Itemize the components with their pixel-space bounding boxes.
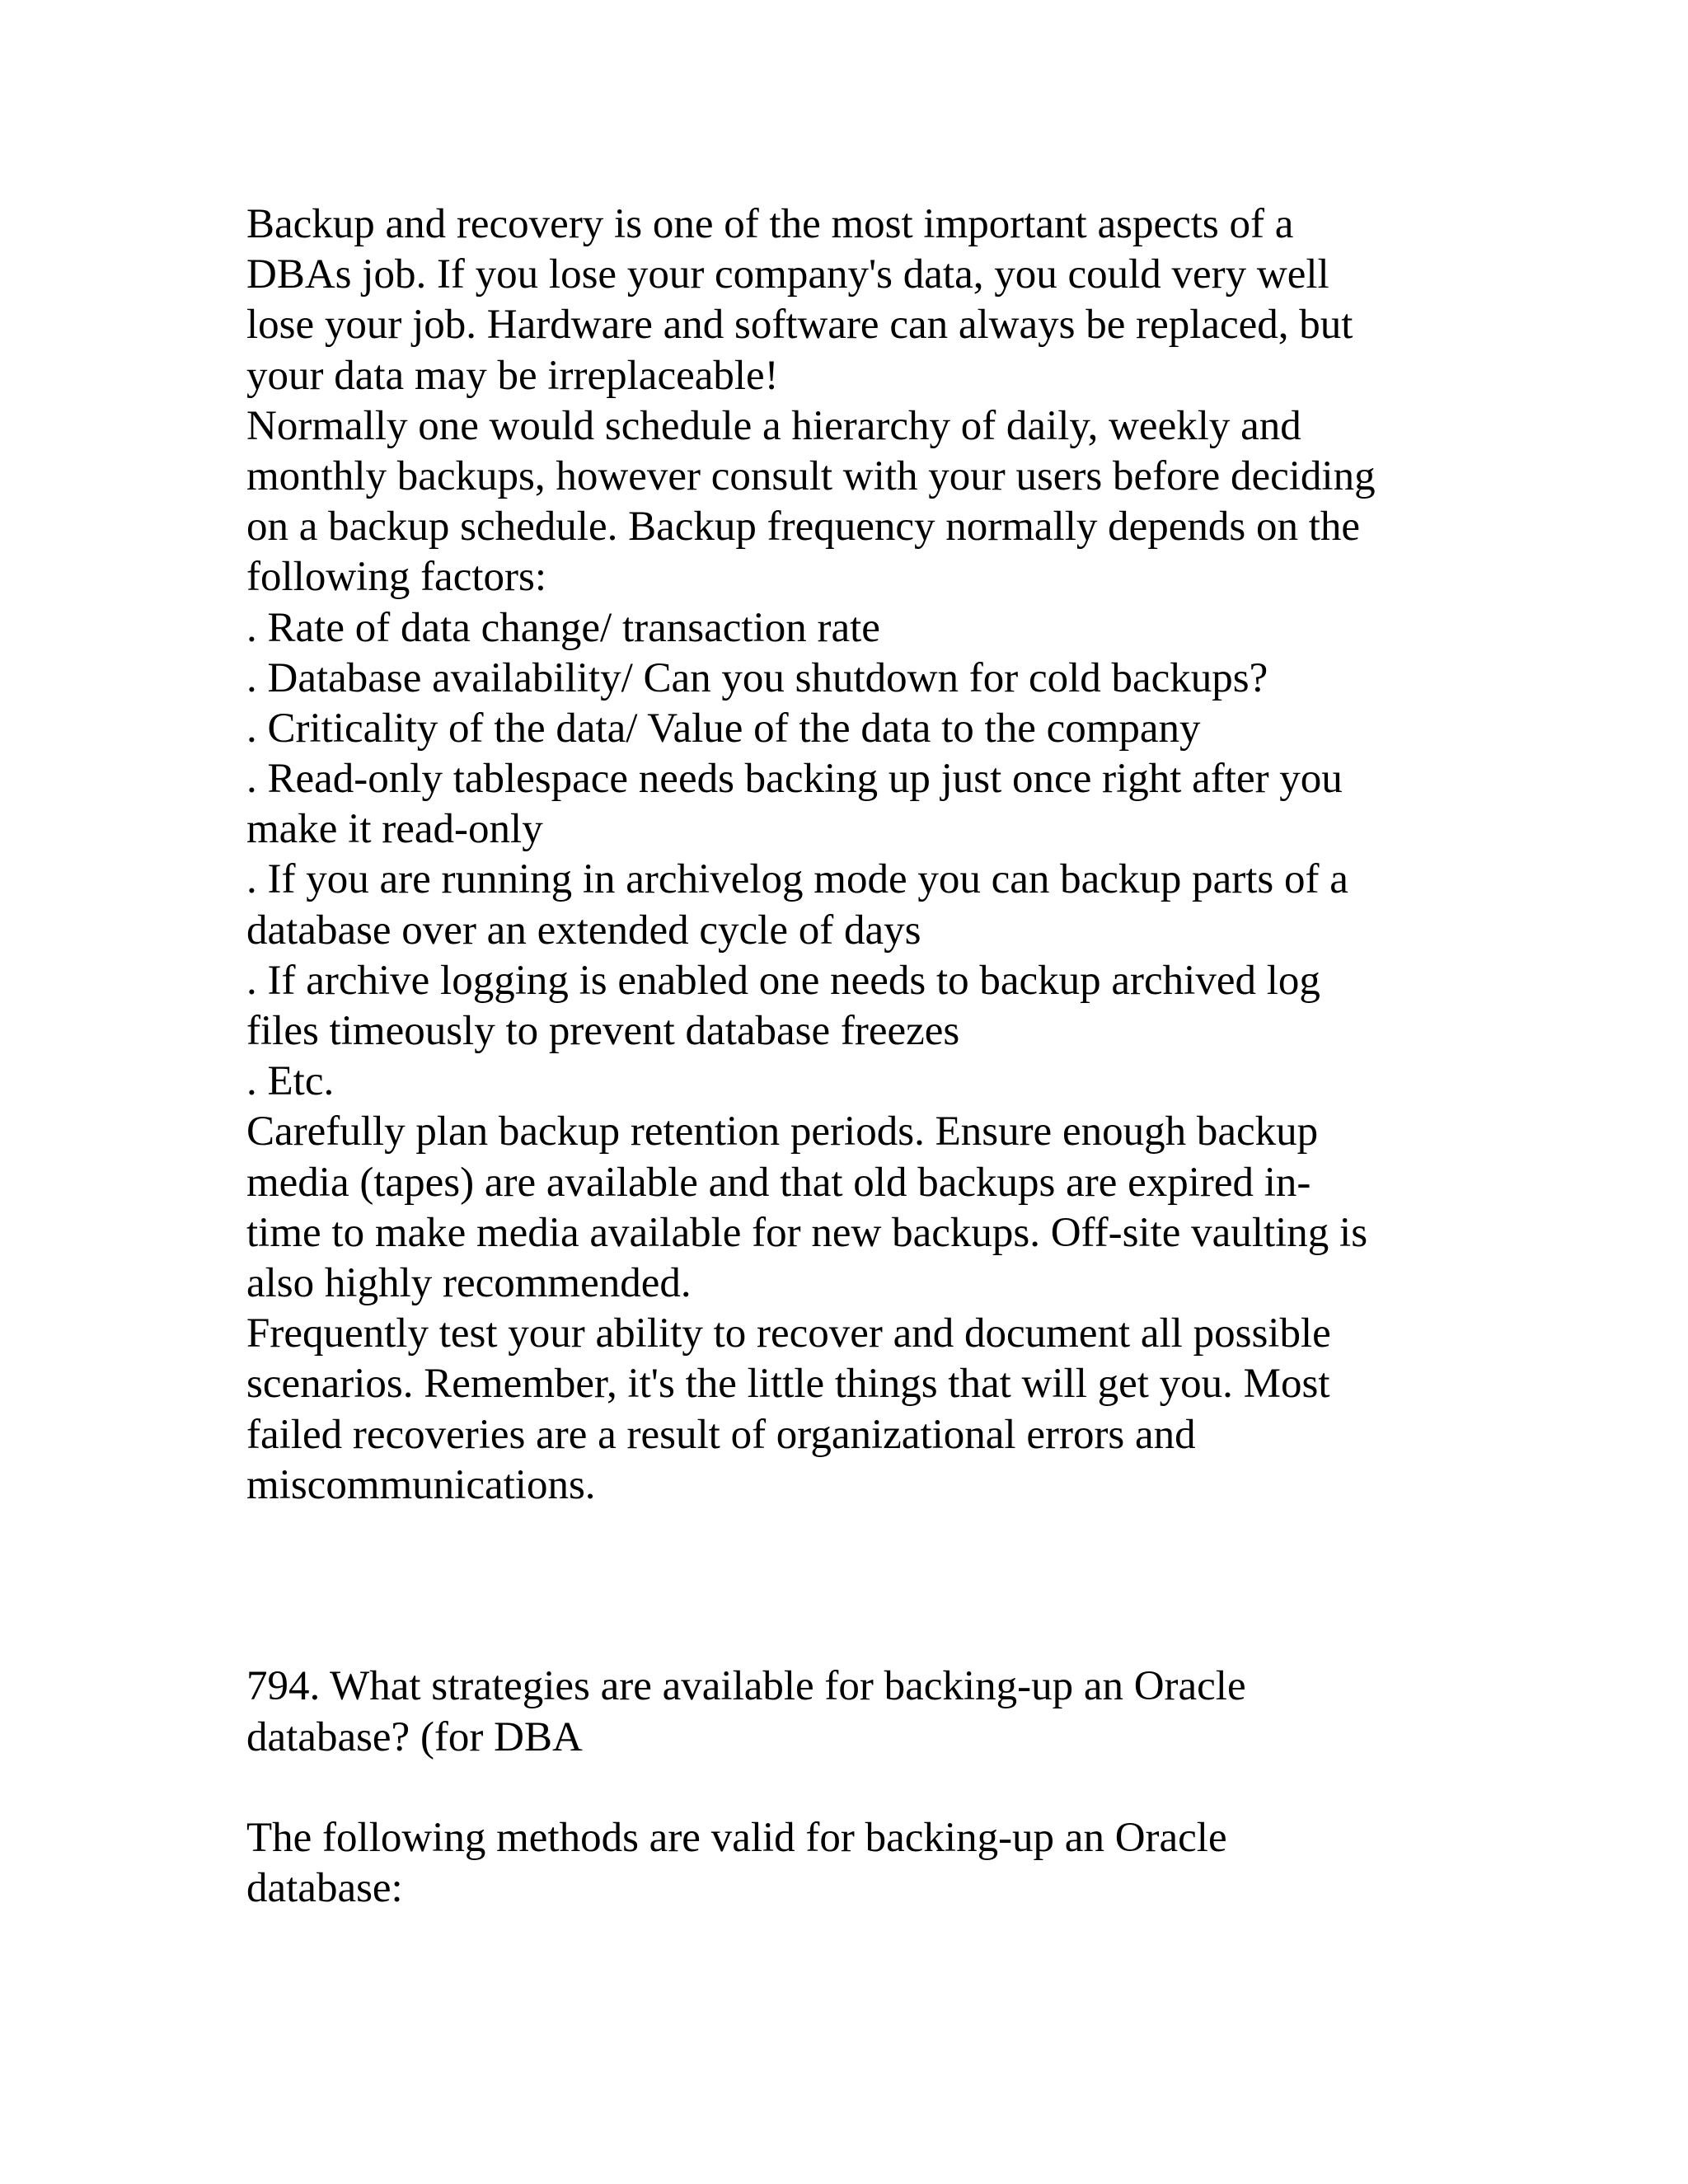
intro-line: lose your job. Hardware and software can always be replaced, but [246,302,1353,349]
bullet-item: . Etc. [246,1058,335,1105]
intro-line: also highly recommended. [246,1259,692,1306]
bullet-item: . Rate of data change/ transaction rate [246,604,880,651]
bullet-item: . Read-only tablespace needs backing up just once right after you [246,756,1343,803]
bullet-item-continuation: database over an extended cycle of days [246,907,921,954]
intro-line: failed recoveries are a result of organizational errors and [246,1411,1196,1458]
bullet-item: . Criticality of the data/ Value of the data to the company [246,705,1201,752]
intro-line: miscommunications. [246,1461,596,1508]
question-line: database? (for DBA [246,1713,583,1760]
intro-line: Carefully plan backup retention periods. Ensure enough backup [246,1108,1319,1155]
intro-line: time to make media available for new backups. Off-site vaulting is [246,1209,1368,1256]
question-line: 794. What strategies are available for backing-up an Oracle [246,1663,1246,1710]
blank-space [246,1511,1450,1662]
answer-line: database: [246,1865,403,1912]
bullet-item: . If archive logging is enabled one needs to backup archived log [246,957,1320,1004]
question-section [246,1661,1450,1762]
answer-section [246,1813,1450,1914]
intro-line: your data may be irreplaceable! [246,352,779,399]
intro-line: following factors: [246,554,546,601]
answer-line: The following methods are valid for backing-up an Oracle [246,1815,1227,1862]
blank-space [246,1763,1450,1813]
document-text [246,199,1450,1914]
intro-line: scenarios. Remember, it's the little things that will get you. Most [246,1361,1330,1408]
intro-line: on a backup schedule. Backup frequency normally depends on the [246,504,1361,551]
intro-line: DBAs job. If you lose your company's data, you could very well [246,251,1329,298]
intro-line: media (tapes) are available and that old backups are expired in- [246,1159,1311,1206]
intro-line: monthly backups, however consult with your users before deciding [246,452,1376,499]
bullet-item: . If you are running in archivelog mode you can backup parts of a [246,856,1348,903]
intro-section [246,199,1450,1511]
bullet-item: . Database availability/ Can you shutdown for cold backups? [246,654,1268,701]
intro-line: Backup and recovery is one of the most important aspects of a [246,201,1294,247]
bullet-item-continuation: files timeously to prevent database freezes [246,1008,960,1054]
intro-line: Normally one would schedule a hierarchy of daily, weekly and [246,402,1301,449]
intro-line: Frequently test your ability to recover and document all possible [246,1310,1331,1357]
bullet-item-continuation: make it read-only [246,806,543,853]
